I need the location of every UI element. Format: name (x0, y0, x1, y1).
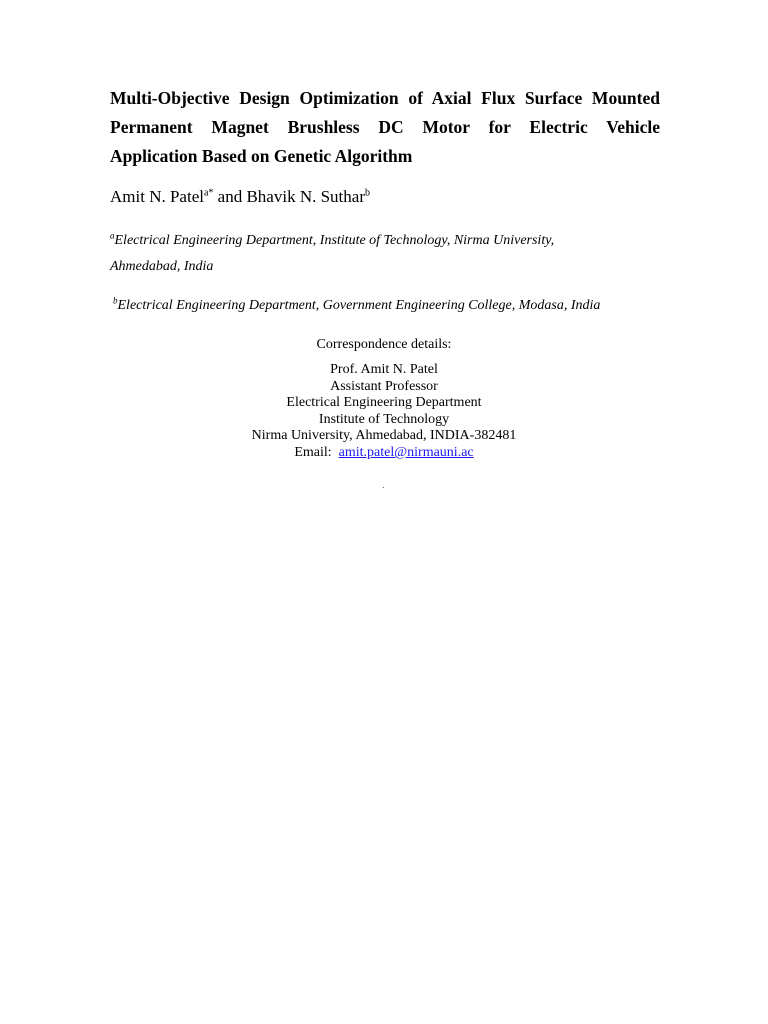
title-line-3: Application Based on Genetic Algorithm (110, 146, 413, 166)
title-line-2: Permanent Magnet Brushless DC Motor for Electric Vehicle (110, 117, 660, 137)
paper-title (110, 84, 660, 171)
correspondence-department: Electrical Engineering Department (286, 395, 482, 411)
affiliation-b-text: Electrical Engineering Department, Government Engineering College, Modasa, India (117, 298, 601, 313)
correspondence-block (0, 362, 768, 462)
correspondence-position: Assistant Professor (330, 378, 438, 394)
author-list (110, 186, 370, 208)
author-1-affiliation-mark: a* (203, 187, 214, 199)
affiliation-a (110, 228, 630, 280)
email-label: Email: (294, 444, 332, 460)
author-connector: and (213, 187, 247, 206)
affiliation-b-mark: b (113, 295, 118, 306)
title-line-1: Multi-Objective Design Optimization of Axial Flux Surface Mounted (110, 88, 660, 108)
correspondence-name: Prof. Amit N. Patel (330, 362, 438, 377)
correspondence-heading: Correspondence details: (316, 337, 452, 352)
email-link[interactable]: amit.patel@nirmauni.ac (338, 444, 474, 460)
correspondence-address: Nirma University, Ahmedabad, INDIA-382481 (251, 428, 517, 444)
affiliation-a-mark: a (110, 230, 115, 241)
affiliation-a-line-2: Ahmedabad, India (110, 259, 214, 274)
correspondence-institute: Institute of Technology (318, 411, 450, 427)
author-2-affiliation-mark: b (365, 187, 370, 199)
author-name-2: Bhavik N. Suthar (246, 187, 365, 206)
affiliation-a-line-1: Electrical Engineering Department, Institute of Technology, Nirma University, (114, 233, 555, 248)
stray-mark: . (382, 480, 385, 491)
correspondence-email-row (0, 445, 768, 462)
affiliation-b (113, 293, 673, 319)
author-name-1: Amit N. Patel (110, 187, 204, 206)
